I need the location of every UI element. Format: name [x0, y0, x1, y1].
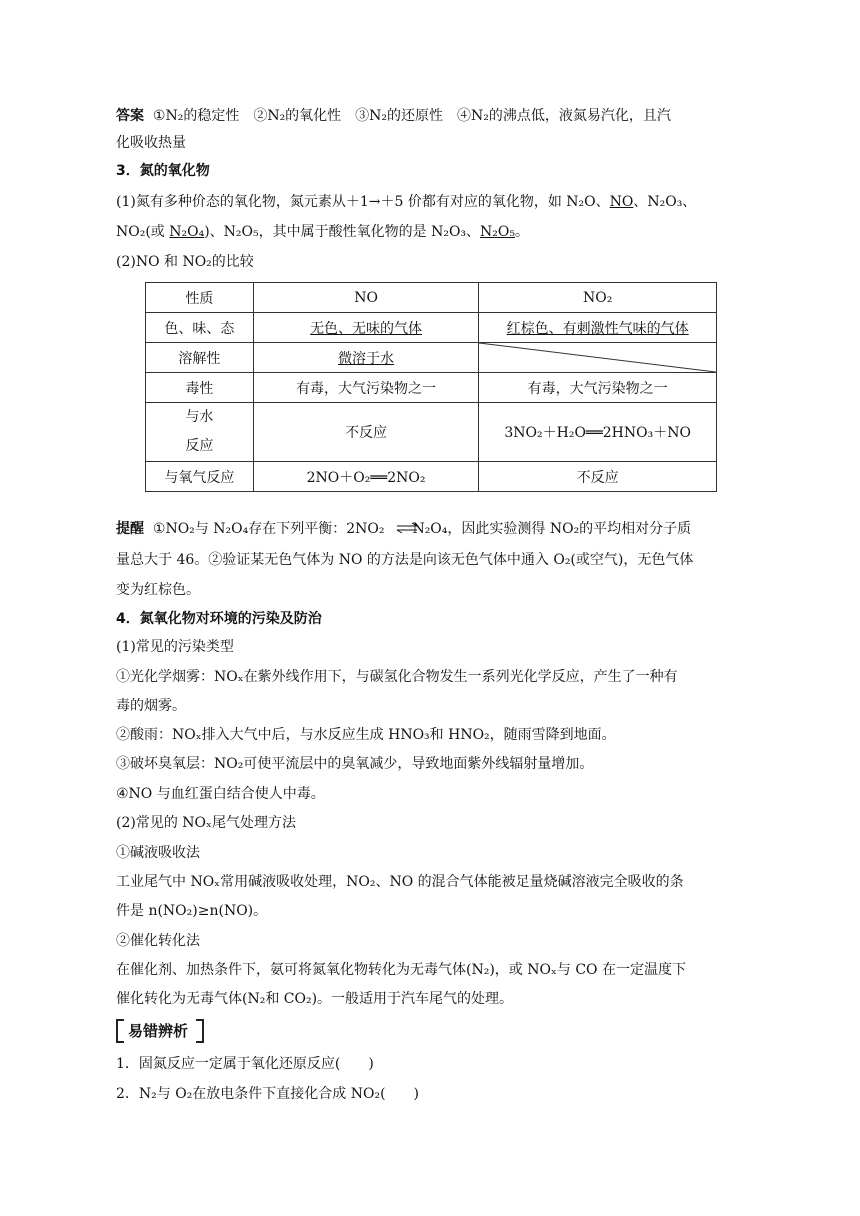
- item-2: ②酸雨：NOₓ排入大气中后，与水反应生成 HNO₃和 HNO₂，随雨雪降到地面。: [116, 727, 616, 743]
- section-3-para-1-line-1: (1)氮有多种价态的氧化物，氮元素从＋1→＋5 价都有对应的氧化物，如 N₂O、NO、N₂O₃、: [116, 194, 697, 210]
- table-row: [146, 343, 717, 373]
- table-header: 性质: [146, 283, 254, 313]
- table-row: [146, 373, 717, 403]
- table-cell: 无色、无味的气体: [253, 313, 479, 343]
- method-2-title: ②催化转化法: [116, 933, 200, 949]
- underlined-term: NO: [609, 194, 634, 210]
- section-4-sub-1: (1)常见的污染类型: [116, 639, 234, 655]
- no-no2-comparison-table: [145, 282, 717, 492]
- reminder-line-3: 变为红棕色。: [116, 582, 200, 598]
- answer-text-1: ①N₂的稳定性 ②N₂的氧化性 ③N₂的还原性 ④N₂的沸点低，液氮易汽化，且汽: [152, 108, 671, 124]
- reminder-line-1: 提醒 ①NO₂与 N₂O₄存在下列平衡：2NO₂ N₂O₄，因此实验测得 NO₂的平均相对分子质: [116, 521, 692, 537]
- section-3-heading: 3．氮的氧化物: [116, 163, 210, 179]
- section-4-heading: 4．氮氧化物对环境的污染及防治: [116, 611, 322, 627]
- right-bracket-icon: [196, 1019, 204, 1043]
- method-1-title: ①碱液吸收法: [116, 845, 200, 861]
- table-cell: 与氧气反应: [146, 462, 254, 492]
- answer-line-2: 化吸收热量: [116, 135, 186, 151]
- table-cell: 3NO₂＋H₂O══2HNO₃＋NO: [479, 403, 717, 462]
- question-2: 2．N₂与 O₂在放电条件下直接化合成 NO₂( ): [116, 1086, 420, 1102]
- answer-label: 答案: [116, 108, 144, 124]
- underlined-term: N₂O₄: [169, 224, 205, 240]
- table-cell: 有毒，大气污染物之一: [479, 373, 717, 403]
- reminder-label: 提醒: [116, 521, 144, 537]
- answer-line-1: [116, 106, 740, 126]
- table-cell: 毒性: [146, 373, 254, 403]
- question-1: 1．固氮反应一定属于氧化还原反应( ): [116, 1056, 374, 1072]
- table-cell: 不反应: [479, 462, 717, 492]
- method-2-line-2: 催化转化为无毒气体(N₂和 CO₂)。一般适用于汽车尾气的处理。: [116, 991, 514, 1007]
- section-4-sub-2: (2)常见的 NOₓ尾气处理方法: [116, 815, 296, 831]
- item-1-line-2: 毒的烟雾。: [116, 698, 186, 714]
- table-cell: 2NO＋O₂══2NO₂: [253, 462, 479, 492]
- error-analysis-heading: [116, 1018, 208, 1042]
- table-header: NO: [253, 283, 479, 313]
- table-cell: 色、味、态: [146, 313, 254, 343]
- equilibrium-arrow-icon: [395, 522, 419, 534]
- table-header: NO₂: [479, 283, 717, 313]
- table-row: [146, 462, 717, 492]
- table-cell-diagonal: [479, 343, 717, 373]
- method-2-line-1: 在催化剂、加热条件下，氨可将氮氧化物转化为无毒气体(N₂)，或 NOₓ与 CO 在一定温度下: [116, 962, 686, 978]
- item-4: ④NO 与血红蛋白结合使人中毒。: [116, 786, 325, 802]
- table-row: [146, 403, 717, 462]
- table-header-row: [146, 283, 717, 313]
- left-bracket-icon: [116, 1019, 124, 1043]
- method-1-line-2: 件是 n(NO₂)≥n(NO)。: [116, 903, 268, 919]
- table-cell: 微溶于水: [253, 343, 479, 373]
- item-3: ③破坏臭氧层：NO₂可使平流层中的臭氧减少，导致地面紫外线辐射量增加。: [116, 756, 594, 772]
- table-cell: 红棕色、有刺激性气味的气体: [479, 313, 717, 343]
- table-cell: 有毒，大气污染物之一: [253, 373, 479, 403]
- table-row: [146, 313, 717, 343]
- diagonal-line: [479, 343, 716, 372]
- error-analysis-title: 易错辨析: [128, 1022, 189, 1040]
- item-1-line-1: ①光化学烟雾：NOₓ在紫外线作用下，与碳氢化合物发生一系列光化学反应，产生了一种有: [116, 669, 678, 685]
- table-cell: 溶解性: [146, 343, 254, 373]
- section-3-para-1-line-2: NO₂(或 N₂O₄)、N₂O₅，其中属于酸性氧化物的是 N₂O₃、N₂O₅。: [116, 224, 529, 240]
- reminder-line-2: 量总大于 46。②验证某无色气体为 NO 的方法是向该无色气体中通入 O₂(或空气)，无色气体: [116, 552, 694, 568]
- table-cell: 不反应: [253, 403, 479, 462]
- method-1-line-1: 工业尾气中 NOₓ常用碱液吸收处理，NO₂、NO 的混合气体能被足量烧碱溶液完全吸收的条: [116, 874, 684, 890]
- table-cell: 与水 反应: [146, 403, 254, 462]
- section-3-para-2: (2)NO 和 NO₂的比较: [116, 254, 254, 270]
- underlined-term: N₂O₅: [480, 224, 515, 240]
